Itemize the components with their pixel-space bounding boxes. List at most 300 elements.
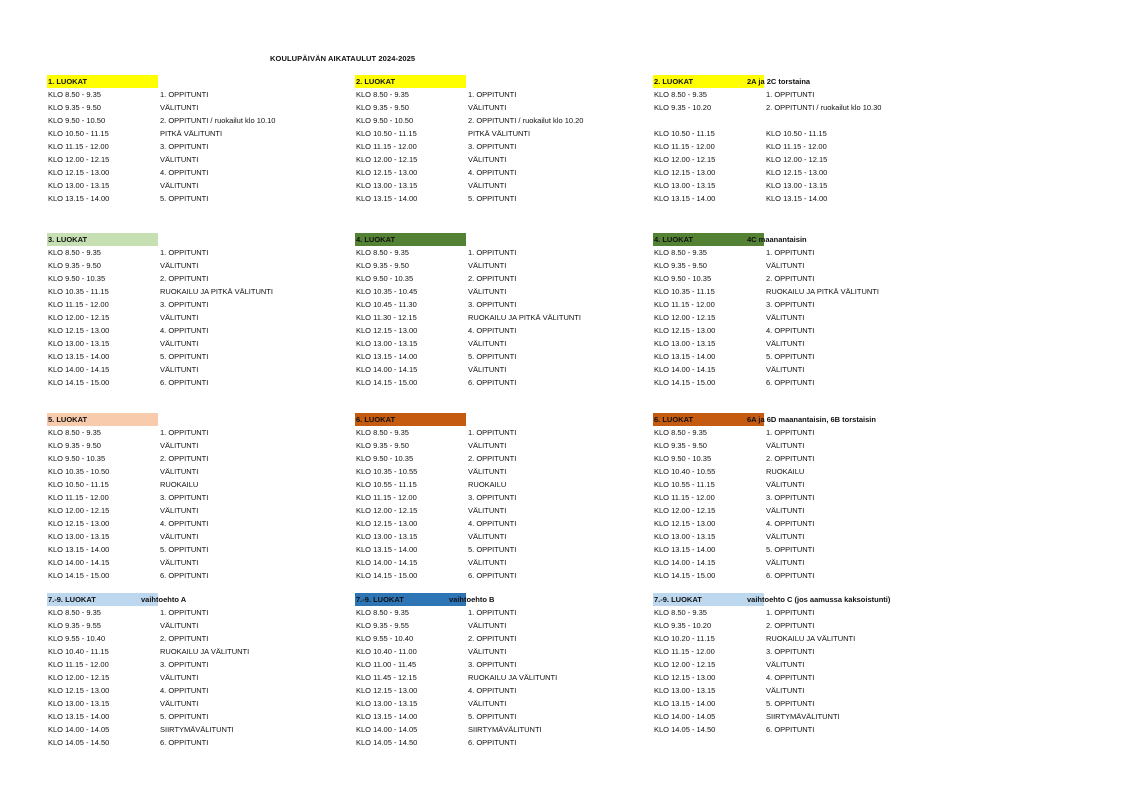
activity-label: SIIRTYMÄVÄLITUNTI: [160, 725, 234, 734]
activity-label: VÄLITUNTI: [468, 103, 507, 112]
activity-label: VÄLITUNTI: [160, 621, 199, 630]
schedule-row: [653, 556, 943, 569]
time-range: KLO 9.35 - 9.50: [48, 103, 101, 112]
activity-label: 2. OPPITUNTI / ruokailut klo 10.10: [160, 116, 276, 125]
schedule-row: [653, 619, 943, 632]
activity-label: VÄLITUNTI: [160, 103, 199, 112]
time-range: KLO 12.00 - 12.15: [48, 313, 110, 322]
schedule-row: [47, 632, 337, 645]
time-range: KLO 12.15 - 13.00: [48, 519, 110, 528]
activity-label: VÄLITUNTI: [468, 441, 507, 450]
time-range: KLO 12.00 - 12.15: [654, 155, 716, 164]
grade-label: 6. LUOKAT: [653, 413, 764, 426]
time-range: KLO 10.40 - 11.00: [356, 647, 417, 656]
schedule-row: [653, 114, 943, 127]
schedule-row: [355, 363, 645, 376]
activity-label: SIIRTYMÄVÄLITUNTI: [766, 712, 840, 721]
schedule-row: [47, 619, 337, 632]
schedule-row: [47, 88, 337, 101]
schedule-row: [653, 192, 943, 205]
schedule-row: [653, 153, 943, 166]
time-range: KLO 12.15 - 13.00: [356, 686, 418, 695]
activity-label: 3. OPPITUNTI: [160, 660, 209, 669]
schedule-row: [47, 671, 337, 684]
time-range: KLO 12.15 - 13.00: [356, 519, 418, 528]
activity-label: VÄLITUNTI: [160, 339, 199, 348]
block-header: [355, 233, 645, 246]
activity-label: VÄLITUNTI: [468, 155, 507, 164]
time-range: KLO 10.35 - 11.15: [654, 287, 715, 296]
activity-label: 6. OPPITUNTI: [766, 725, 815, 734]
schedule-row: [653, 101, 943, 114]
time-range: KLO 9.35 - 10.20: [654, 103, 712, 112]
schedule-row: [653, 478, 943, 491]
time-range: KLO 10.40 - 11.15: [48, 647, 109, 656]
time-range: KLO 10.35 - 10.55: [356, 467, 418, 476]
time-range: KLO 13.00 - 13.15: [356, 181, 418, 190]
activity-label: VÄLITUNTI: [160, 699, 199, 708]
schedule-row: [47, 153, 337, 166]
schedule-row: [47, 710, 337, 723]
activity-label: 1. OPPITUNTI: [766, 90, 815, 99]
time-range: KLO 11.15 - 12.00: [48, 493, 109, 502]
schedule-row: [653, 465, 943, 478]
activity-label: 4. OPPITUNTI: [766, 519, 815, 528]
time-range: KLO 8.50 - 9.35: [356, 90, 409, 99]
block-header: [47, 413, 337, 426]
schedule-row: [355, 491, 645, 504]
time-range: KLO 8.50 - 9.35: [356, 608, 409, 617]
schedule-row: [47, 311, 337, 324]
time-range: KLO 12.15 - 13.00: [654, 673, 716, 682]
block-header: [653, 75, 943, 88]
activity-label: 1. OPPITUNTI: [160, 608, 209, 617]
document-title: KOULUPÄIVÄN AIKATAULUT 2024-2025: [270, 54, 416, 63]
time-range: KLO 14.00 - 14.05: [48, 725, 110, 734]
schedule-row: [355, 439, 645, 452]
activity-label: RUOKAILU JA VÄLITUNTI: [766, 634, 856, 643]
schedule-row: [47, 736, 337, 749]
time-range: KLO 14.00 - 14.15: [356, 558, 418, 567]
time-range: KLO 13.00 - 13.15: [654, 686, 716, 695]
time-range: KLO 14.00 - 14.15: [48, 558, 110, 567]
time-range: KLO 11.15 - 12.00: [48, 300, 109, 309]
schedule-row: [47, 114, 337, 127]
time-range: KLO 8.50 - 9.35: [654, 428, 707, 437]
time-range: KLO 9.35 - 10.20: [654, 621, 712, 630]
schedule-row: [653, 285, 943, 298]
schedule-block-grade-4: [355, 233, 645, 389]
activity-label: 2. OPPITUNTI / ruokailut klo 10.30: [766, 103, 882, 112]
schedule-row: [653, 671, 943, 684]
block-header: [355, 413, 645, 426]
schedule-row: [355, 192, 645, 205]
activity-label: 2. OPPITUNTI: [160, 274, 209, 283]
activity-label: PITKÄ VÄLITUNTI: [468, 129, 531, 138]
activity-label: VÄLITUNTI: [468, 181, 507, 190]
schedule-row: [355, 101, 645, 114]
activity-label: 6. OPPITUNTI: [468, 738, 517, 747]
activity-label: 4. OPPITUNTI: [468, 326, 517, 335]
schedule-block-grade-7-9-option-a: [47, 593, 337, 749]
time-range: KLO 9.50 - 10.50: [48, 116, 106, 125]
time-range: KLO 12.15 - 13.00: [356, 326, 418, 335]
schedule-row: [355, 452, 645, 465]
schedule-row: [653, 645, 943, 658]
schedule-row: [47, 337, 337, 350]
time-range: KLO 9.35 - 9.50: [654, 261, 707, 270]
time-range: KLO 12.15 - 13.00: [48, 686, 110, 695]
schedule-row: [653, 710, 943, 723]
activity-label: 2. OPPITUNTI: [766, 621, 815, 630]
time-range: KLO 9.50 - 10.35: [356, 274, 414, 283]
activity-label: 5. OPPITUNTI: [766, 352, 815, 361]
activity-label: 3. OPPITUNTI: [766, 647, 815, 656]
activity-label: VÄLITUNTI: [766, 660, 805, 669]
schedule-row: [355, 723, 645, 736]
time-range: KLO 10.35 - 10.45: [356, 287, 418, 296]
schedule-row: [653, 337, 943, 350]
activity-label: 5. OPPITUNTI: [468, 194, 517, 203]
time-range: KLO 12.15 - 13.00: [654, 326, 716, 335]
grade-label: 1. LUOKAT: [47, 75, 158, 88]
schedule-row: [47, 101, 337, 114]
schedule-row: [355, 645, 645, 658]
activity-label: 3. OPPITUNTI: [468, 493, 517, 502]
schedule-row: [653, 723, 943, 736]
schedule-row: [355, 140, 645, 153]
schedule-row: [355, 632, 645, 645]
schedule-row: [653, 569, 943, 582]
activity-label: 1. OPPITUNTI: [160, 90, 209, 99]
schedule-row: [653, 606, 943, 619]
block-header: [355, 593, 645, 606]
time-range: KLO 13.15 - 14.00: [654, 352, 716, 361]
time-range: KLO 10.50 - 11.15: [48, 129, 109, 138]
time-range: KLO 12.00 - 12.15: [48, 506, 110, 515]
time-range: KLO 14.15 - 15.00: [48, 571, 110, 580]
schedule-row: [47, 350, 337, 363]
activity-label: 4. OPPITUNTI: [766, 673, 815, 682]
activity-label: 2. OPPITUNTI: [468, 274, 517, 283]
schedule-row: [653, 272, 943, 285]
activity-label: KLO 13.00 - 13.15: [766, 181, 828, 190]
schedule-row: [653, 491, 943, 504]
schedule-row: [653, 376, 943, 389]
time-range: KLO 13.15 - 14.00: [48, 545, 110, 554]
schedule-row: [355, 530, 645, 543]
activity-label: VÄLITUNTI: [766, 339, 805, 348]
schedule-row: [355, 684, 645, 697]
schedule-row: [355, 426, 645, 439]
time-range: KLO 10.45 - 11.30: [356, 300, 417, 309]
activity-label: 5. OPPITUNTI: [160, 194, 209, 203]
time-range: KLO 13.00 - 13.15: [356, 339, 418, 348]
time-range: KLO 14.00 - 14.05: [356, 725, 418, 734]
schedule-row: [47, 127, 337, 140]
schedule-row: [47, 376, 337, 389]
schedule-row: [653, 504, 943, 517]
time-range: KLO 14.05 - 14.50: [654, 725, 716, 734]
activity-label: RUOKAILU JA PITKÄ VÄLITUNTI: [766, 287, 879, 296]
time-range: KLO 13.15 - 14.00: [48, 352, 110, 361]
schedule-block-grade-3: [47, 233, 337, 389]
activity-label: VÄLITUNTI: [160, 155, 199, 164]
block-note: 4C maanantaisin: [747, 235, 807, 244]
time-range: KLO 13.00 - 13.15: [654, 532, 716, 541]
activity-label: 5. OPPITUNTI: [766, 699, 815, 708]
schedule-block-grade-7-9-option-b: [355, 593, 645, 749]
schedule-row: [355, 736, 645, 749]
activity-label: 4. OPPITUNTI: [468, 686, 517, 695]
activity-label: 5. OPPITUNTI: [160, 352, 209, 361]
activity-label: RUOKAILU: [160, 480, 199, 489]
activity-label: VÄLITUNTI: [766, 480, 805, 489]
block-header: [653, 593, 943, 606]
time-range: KLO 14.15 - 15.00: [654, 378, 716, 387]
schedule-row: [653, 298, 943, 311]
time-range: KLO 12.00 - 12.15: [48, 155, 110, 164]
time-range: KLO 11.15 - 12.00: [654, 493, 715, 502]
schedule-block-grade-7-9-option-c: [653, 593, 943, 736]
activity-label: 2. OPPITUNTI: [766, 274, 815, 283]
time-range: KLO 11.00 - 11.45: [356, 660, 417, 669]
schedule-row: [47, 298, 337, 311]
schedule-row: [47, 439, 337, 452]
time-range: KLO 8.50 - 9.35: [654, 90, 707, 99]
time-range: KLO 9.35 - 9.55: [48, 621, 101, 630]
time-range: KLO 14.00 - 14.05: [654, 712, 716, 721]
activity-label: 2. OPPITUNTI: [468, 454, 517, 463]
time-range: KLO 11.15 - 12.00: [654, 142, 715, 151]
grade-label: 7.-9. LUOKAT: [47, 593, 158, 606]
activity-label: 1. OPPITUNTI: [766, 248, 815, 257]
grade-label: 7.-9. LUOKAT: [355, 593, 466, 606]
grade-label: 7.-9. LUOKAT: [653, 593, 764, 606]
time-range: KLO 13.00 - 13.15: [356, 532, 418, 541]
block-header: [47, 593, 337, 606]
schedule-row: [653, 697, 943, 710]
time-range: KLO 10.55 - 11.15: [654, 480, 715, 489]
schedule-row: [653, 363, 943, 376]
schedule-row: [47, 478, 337, 491]
schedule-row: [47, 285, 337, 298]
schedule-row: [355, 543, 645, 556]
activity-label: VÄLITUNTI: [160, 365, 199, 374]
schedule-row: [355, 153, 645, 166]
activity-label: 6. OPPITUNTI: [160, 571, 209, 580]
activity-label: 5. OPPITUNTI: [468, 545, 517, 554]
time-range: KLO 9.55 - 10.40: [356, 634, 414, 643]
activity-label: RUOKAILU JA PITKÄ VÄLITUNTI: [160, 287, 273, 296]
time-range: KLO 14.00 - 14.15: [654, 558, 716, 567]
time-range: KLO 12.00 - 12.15: [654, 506, 716, 515]
activity-label: VÄLITUNTI: [160, 181, 199, 190]
schedule-row: [653, 439, 943, 452]
activity-label: 3. OPPITUNTI: [160, 142, 209, 151]
schedule-row: [355, 311, 645, 324]
schedule-row: [355, 569, 645, 582]
schedule-row: [47, 272, 337, 285]
grade-label: 4. LUOKAT: [355, 233, 466, 246]
schedule-row: [47, 491, 337, 504]
activity-label: VÄLITUNTI: [160, 441, 199, 450]
activity-label: VÄLITUNTI: [766, 558, 805, 567]
schedule-row: [355, 298, 645, 311]
time-range: KLO 10.40 - 10.55: [654, 467, 716, 476]
schedule-row: [47, 569, 337, 582]
activity-label: 4. OPPITUNTI: [766, 326, 815, 335]
activity-label: SIIRTYMÄVÄLITUNTI: [468, 725, 542, 734]
schedule-row: [355, 179, 645, 192]
activity-label: 3. OPPITUNTI: [766, 300, 815, 309]
time-range: KLO 12.00 - 12.15: [654, 660, 716, 669]
activity-label: KLO 11.15 - 12.00: [766, 142, 827, 151]
activity-label: 6. OPPITUNTI: [766, 571, 815, 580]
time-range: KLO 9.55 - 10.40: [48, 634, 106, 643]
time-range: KLO 11.15 - 12.00: [356, 493, 417, 502]
schedule-row: [653, 127, 943, 140]
block-note: vaihtoehto C (jos aamussa kaksoistunti): [747, 595, 891, 604]
time-range: KLO 8.50 - 9.35: [356, 248, 409, 257]
activity-label: VÄLITUNTI: [766, 313, 805, 322]
schedule-row: [653, 632, 943, 645]
activity-label: VÄLITUNTI: [468, 287, 507, 296]
grade-label: 2. LUOKAT: [355, 75, 466, 88]
activity-label: KLO 10.50 - 11.15: [766, 129, 827, 138]
activity-label: 5. OPPITUNTI: [160, 712, 209, 721]
schedule-block-grade-6: [355, 413, 645, 582]
schedule-row: [355, 710, 645, 723]
grade-label: 3. LUOKAT: [47, 233, 158, 246]
time-range: KLO 14.15 - 15.00: [48, 378, 110, 387]
activity-label: VÄLITUNTI: [160, 673, 199, 682]
activity-label: 6. OPPITUNTI: [160, 738, 209, 747]
time-range: KLO 13.15 - 14.00: [356, 712, 418, 721]
time-range: KLO 14.00 - 14.15: [356, 365, 418, 374]
schedule-block-grade-1: [47, 75, 337, 205]
schedule-row: [355, 465, 645, 478]
activity-label: 5. OPPITUNTI: [468, 352, 517, 361]
schedule-row: [47, 543, 337, 556]
schedule-row: [653, 179, 943, 192]
schedule-row: [47, 259, 337, 272]
time-range: KLO 13.00 - 13.15: [48, 339, 110, 348]
time-range: KLO 8.50 - 9.35: [654, 248, 707, 257]
activity-label: 1. OPPITUNTI: [468, 248, 517, 257]
time-range: KLO 9.50 - 10.35: [48, 454, 106, 463]
time-range: KLO 11.15 - 12.00: [654, 300, 715, 309]
activity-label: 4. OPPITUNTI: [160, 686, 209, 695]
schedule-row: [653, 166, 943, 179]
activity-label: 1. OPPITUNTI: [766, 428, 815, 437]
time-range: KLO 12.15 - 13.00: [356, 168, 418, 177]
time-range: KLO 13.15 - 14.00: [356, 194, 418, 203]
time-range: KLO 8.50 - 9.35: [48, 248, 101, 257]
activity-label: 1. OPPITUNTI: [160, 248, 209, 257]
grade-label: 6. LUOKAT: [355, 413, 466, 426]
activity-label: VÄLITUNTI: [766, 686, 805, 695]
activity-label: VÄLITUNTI: [468, 532, 507, 541]
activity-label: 3. OPPITUNTI: [468, 660, 517, 669]
schedule-row: [355, 376, 645, 389]
grade-label: 5. LUOKAT: [47, 413, 158, 426]
time-range: KLO 9.50 - 10.35: [356, 454, 414, 463]
time-range: KLO 11.15 - 12.00: [48, 660, 109, 669]
activity-label: VÄLITUNTI: [468, 506, 507, 515]
activity-label: 2. OPPITUNTI: [468, 634, 517, 643]
schedule-row: [47, 246, 337, 259]
schedule-row: [355, 697, 645, 710]
activity-label: 4. OPPITUNTI: [468, 519, 517, 528]
activity-label: 6. OPPITUNTI: [468, 378, 517, 387]
schedule-row: [653, 658, 943, 671]
activity-label: VÄLITUNTI: [468, 647, 507, 656]
time-range: KLO 13.00 - 13.15: [48, 532, 110, 541]
activity-label: 1. OPPITUNTI: [766, 608, 815, 617]
time-range: KLO 8.50 - 9.35: [356, 428, 409, 437]
activity-label: 2. OPPITUNTI / ruokailut klo 10.20: [468, 116, 584, 125]
time-range: KLO 12.15 - 13.00: [48, 326, 110, 335]
time-range: KLO 14.15 - 15.00: [356, 378, 418, 387]
schedule-row: [355, 350, 645, 363]
activity-label: 4. OPPITUNTI: [160, 519, 209, 528]
activity-label: VÄLITUNTI: [468, 365, 507, 374]
activity-label: VÄLITUNTI: [468, 339, 507, 348]
schedule-row: [653, 452, 943, 465]
time-range: KLO 12.15 - 13.00: [654, 168, 716, 177]
time-range: KLO 14.00 - 14.15: [654, 365, 716, 374]
activity-label: 3. OPPITUNTI: [160, 300, 209, 309]
activity-label: 1. OPPITUNTI: [160, 428, 209, 437]
schedule-row: [355, 246, 645, 259]
block-note: vaihtoehto A: [141, 595, 187, 604]
time-range: KLO 9.35 - 9.50: [48, 261, 101, 270]
time-range: KLO 13.15 - 14.00: [48, 194, 110, 203]
schedule-row: [653, 259, 943, 272]
schedule-row: [47, 658, 337, 671]
time-range: KLO 13.00 - 13.15: [654, 339, 716, 348]
time-range: KLO 9.35 - 9.50: [356, 103, 409, 112]
activity-label: RUOKAILU: [766, 467, 805, 476]
schedule-row: [47, 363, 337, 376]
schedule-row: [47, 452, 337, 465]
time-range: KLO 8.50 - 9.35: [654, 608, 707, 617]
activity-label: VÄLITUNTI: [468, 699, 507, 708]
schedule-row: [47, 166, 337, 179]
schedule-row: [653, 684, 943, 697]
schedule-row: [653, 88, 943, 101]
block-header: [47, 233, 337, 246]
time-range: KLO 13.15 - 14.00: [654, 699, 716, 708]
schedule-row: [47, 723, 337, 736]
time-range: KLO 12.00 - 12.15: [356, 155, 418, 164]
schedule-row: [355, 671, 645, 684]
schedule-row: [653, 140, 943, 153]
time-range: KLO 9.50 - 10.35: [48, 274, 106, 283]
schedule-row: [47, 556, 337, 569]
time-range: KLO 13.00 - 13.15: [48, 699, 110, 708]
activity-label: VÄLITUNTI: [468, 261, 507, 270]
time-range: KLO 14.05 - 14.50: [48, 738, 110, 747]
activity-label: VÄLITUNTI: [766, 532, 805, 541]
time-range: KLO 13.15 - 14.00: [654, 545, 716, 554]
activity-label: 3. OPPITUNTI: [468, 142, 517, 151]
time-range: KLO 13.15 - 14.00: [356, 352, 418, 361]
activity-label: 4. OPPITUNTI: [160, 168, 209, 177]
time-range: KLO 12.00 - 12.15: [654, 313, 716, 322]
time-range: KLO 14.15 - 15.00: [654, 571, 716, 580]
